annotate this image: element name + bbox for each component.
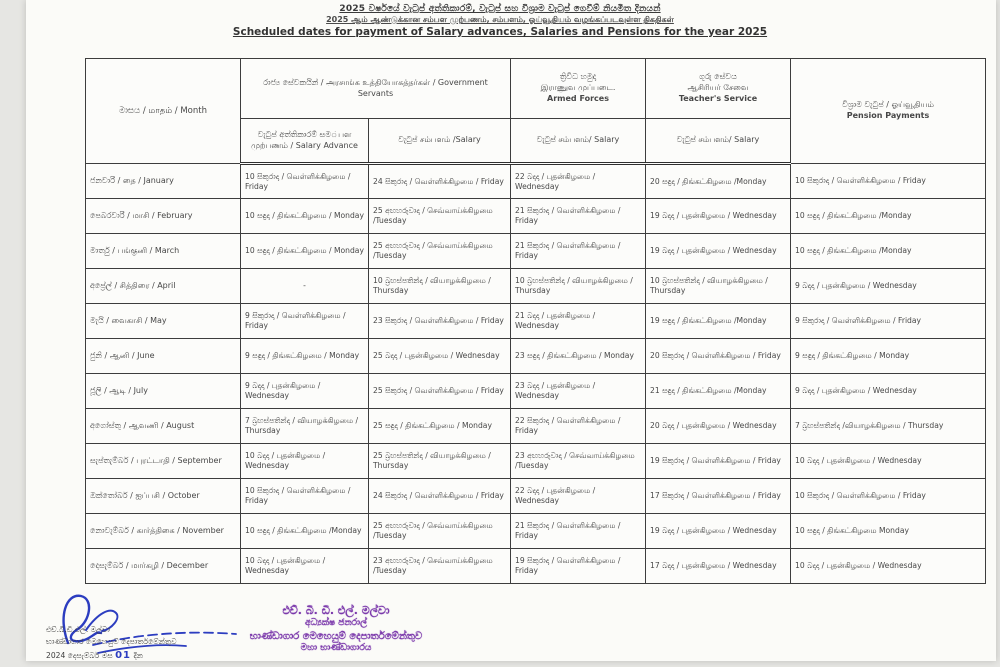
cell-pension: 10 සඳුදා / திங்கட்கிழமை Monday — [791, 514, 986, 549]
cell-salary: 25 අඟහරුවාදා / செவ்வாய்க்கிழமை /Tuesday — [369, 234, 511, 269]
cell-pension: 7 බ්‍රහස්පතින්දා /வியாழக்கிழமை / Thursday — [791, 409, 986, 444]
cell-armed: 19 සිකුරාදා / வெள்ளிக்கிழமை / Friday — [511, 549, 646, 584]
cell-month: දෙසැම්බර් / மார்கழி / December — [86, 549, 241, 584]
header-government-servants: රාජ්‍ය සේවකයින් / அரசாங்க உத்தியோகத்தர்கள் / Government Servants — [241, 59, 511, 119]
cell-teacher: 21 සඳුදා / திங்கட்கிழமை /Monday — [646, 374, 791, 409]
signatory-name: එච්.බී.ඩී.එල්. මල්වා — [46, 625, 110, 634]
cell-salary: 24 සිකුරාදා / வெள்ளிக்கிழமை / Friday — [369, 479, 511, 514]
cell-advance: 7 බ්‍රහස්පතින්දා / வியாழக்கிழமை / Thursday — [241, 409, 369, 444]
cell-advance: 10 සඳුදා / திங்கட்கிழமை / Monday — [241, 199, 369, 234]
cell-advance: 10 සඳුදා / திங்கட்கிழமை /Monday — [241, 514, 369, 549]
cell-advance: - — [241, 269, 369, 304]
cell-teacher: 19 බදාදා / புதன்கிழமை / Wednesday — [646, 199, 791, 234]
table-row — [86, 164, 986, 199]
table-row — [86, 339, 986, 374]
cell-advance: 10 බදාදා / புதன்கிழமை / Wednesday — [241, 444, 369, 479]
cell-armed: 22 සිකුරාදා / வெள்ளிக்கிழமை / Friday — [511, 409, 646, 444]
cell-armed: 23 බදාදා / புதன்கிழமை / Wednesday — [511, 374, 646, 409]
cell-teacher: 20 බදාදා / புதன்கிழமை / Wednesday — [646, 409, 791, 444]
stamp-department: භාණ්ඩාගාර මෙහෙයුම් දෙපාර්තමේන්තුව — [249, 630, 423, 642]
cell-pension: 10 සඳුදා / திங்கட்கிழமை /Monday — [791, 199, 986, 234]
cell-advance: 10 සඳුදා / திங்கட்கிழமை / Monday — [241, 234, 369, 269]
cell-teacher: 19 සිකුරාදා / வெள்ளிக்கிழமை / Friday — [646, 444, 791, 479]
cell-pension: 10 බදාදා / புதன்கிழமை / Wednesday — [791, 549, 986, 584]
cell-teacher: 19 සඳුදා / திங்கட்கிழமை /Monday — [646, 304, 791, 339]
table-row — [86, 234, 986, 269]
stamp-title: අධ්‍යක්ෂ ජනරාල් — [305, 618, 367, 629]
title-tamil: 2025 ஆம் ஆண்டுக்கான சம்பள முற்பணம், சம்பளம், ஓய்வூதியம் வழங்கப்படவுள்ள திகதிகள் — [326, 15, 674, 24]
cell-pension: 10 සඳුදා / திங்கட்கிழமை /Monday — [791, 234, 986, 269]
cell-month: මාර්තු / பங்குனி / March — [86, 234, 241, 269]
cell-pension: 9 සඳුදා / திங்கட்கிழமை / Monday — [791, 339, 986, 374]
subheader-salary-advance: වැටුප් අත්තිකාරම් සම்பள முற்பணம் / Salary Advance — [241, 119, 369, 164]
cell-armed: 10 බ්‍රහස්පතින්දා / வியாழக்கிழமை / Thursday — [511, 269, 646, 304]
table-row — [86, 479, 986, 514]
cell-armed: 23 අඟහරුවාදා / செவ்வாய்க்கிழமை /Tuesday — [511, 444, 646, 479]
cell-month: අගෝස්තු / ஆவணி / August — [86, 409, 241, 444]
date-prefix: 2024 දෙසැම්බර් මස — [46, 650, 113, 660]
cell-month: ජනවාරි / தை / January — [86, 164, 241, 199]
cell-month: ඔක්තෝබර් / ஐப்பசி / October — [86, 479, 241, 514]
cell-month: ජුනි / ஆனி / June — [86, 339, 241, 374]
cell-armed: 21 බදාදා / புதன்கிழமை / Wednesday — [511, 304, 646, 339]
cell-salary: 23 අඟහරුවාදා / செவ்வாய்க்கிழமை /Tuesday — [369, 549, 511, 584]
cell-pension: 10 සිකුරාදා / வெள்ளிக்கிழமை / Friday — [791, 164, 986, 199]
cell-armed: 21 සිකුරාදා / வெள்ளிக்கிழமை / Friday — [511, 199, 646, 234]
cell-salary: 25 අඟහරුවාදා / செவ்வாய்க்கிழமை /Tuesday — [369, 199, 511, 234]
cell-salary: 25 සිකුරාදා / வெள்ளிக்கிழமை / Friday — [369, 374, 511, 409]
table-row — [86, 444, 986, 479]
cell-salary: 25 සඳුදා / திங்கட்கிழமை / Monday — [369, 409, 511, 444]
table-row — [86, 549, 986, 584]
date-suffix: දින — [133, 650, 143, 660]
armed-forces-english: Armed Forces — [547, 93, 609, 103]
cell-pension: 9 බදාදා / புதன்கிழமை / Wednesday — [791, 374, 986, 409]
cell-month: මැයි / வைகாசி / May — [86, 304, 241, 339]
table-row — [86, 409, 986, 444]
pension-payments-line1: විශ්‍රාම වැටුප් / ஓய்வூதியம் — [842, 100, 934, 110]
cell-advance: 9 බදාදා / புதன்கிழமை / Wednesday — [241, 374, 369, 409]
payment-schedule-table — [85, 58, 986, 584]
cell-salary: 25 බදාදා / புதன்கிழமை / Wednesday — [369, 339, 511, 374]
cell-advance: 9 සඳුදා / திங்கட்கிழமை / Monday — [241, 339, 369, 374]
header-armed-forces — [511, 59, 646, 119]
cell-advance: 9 සිකුරාදා / வெள்ளிக்கிழமை / Friday — [241, 304, 369, 339]
table-row — [86, 374, 986, 409]
cell-month: නොවැම්බර් / கார்த்திகை / November — [86, 514, 241, 549]
header-month: මාසය / மாதம் / Month — [86, 59, 241, 164]
cell-month: අප්‍රේල් / சித்திரை / April — [86, 269, 241, 304]
title-sinhala: 2025 වර්ෂයේ වැටුප් අත්තිකාරම්, වැටුප් සහ විශ්‍රාම වැටුප් ගෙවීම් නියමිත දිනයන් — [339, 4, 661, 14]
cell-armed: 21 සිකුරාදා / வெள்ளிக்கிழமை / Friday — [511, 514, 646, 549]
armed-forces-tamil: இராணுவ முப்படை. — [540, 83, 616, 93]
cell-salary: 23 සිකුරාදා / வெள்ளிக்கிழமை / Friday — [369, 304, 511, 339]
signatory-department: භාණ්ඩාගාර මෙහෙයුම් දෙපාර්තමේන්තුව — [46, 636, 177, 646]
teachers-service-sinhala: ගුරු සේවය — [699, 72, 737, 82]
schedule-body — [86, 164, 986, 584]
cell-armed: 22 බදාදා / புதன்கிழமை / Wednesday — [511, 164, 646, 199]
table-row — [86, 199, 986, 234]
cell-advance: 10 සිකුරාදා / வெள்ளிக்கிழமை / Friday — [241, 479, 369, 514]
table-row — [86, 514, 986, 549]
cell-month: ජූලි / ஆடி / July — [86, 374, 241, 409]
cell-pension: 9 බදාදා / புதன்கிழமை / Wednesday — [791, 269, 986, 304]
teachers-service-tamil: ஆசிரியர் சேவை — [687, 83, 749, 93]
cell-armed: 22 බදාදා / புதன்கிழமை / Wednesday — [511, 479, 646, 514]
cell-teacher: 19 බදාදා / புதன்கிழமை / Wednesday — [646, 514, 791, 549]
cell-teacher: 20 සිකුරාදා / வெள்ளிக்கிழமை / Friday — [646, 339, 791, 374]
table-row — [86, 269, 986, 304]
table-row — [86, 304, 986, 339]
cell-salary: 25 අඟහරුවාදා / செவ்வாய்க்கிழமை /Tuesday — [369, 514, 511, 549]
teachers-service-english: Teacher's Service — [678, 93, 758, 103]
cell-salary: 10 බ්‍රහස්පතින්දා / வியாழக்கிழமை / Thursday — [369, 269, 511, 304]
cell-salary: 25 බ්‍රහස්පතින්දා / வியாழக்கிழமை / Thursday — [369, 444, 511, 479]
cell-teacher: 19 බදාදා / புதன்கிழமை / Wednesday — [646, 234, 791, 269]
cell-month: සැප්තැම්බර් / புரட்டாதி / September — [86, 444, 241, 479]
pension-payments-line2: Pension Payments — [846, 111, 930, 120]
subheader-teacher-salary: වැටුප් சம்பளம்/ Salary — [646, 119, 791, 164]
title-english: Scheduled dates for payment of Salary advances, Salaries and Pensions for the year 2025 — [232, 26, 768, 38]
document-title-block — [0, 4, 1000, 39]
subheader-armed-salary: වැටුප් சம்பளம்/ Salary — [511, 119, 646, 164]
cell-pension: 10 සිකුරාදා / வெள்ளிக்கிழமை / Friday — [791, 479, 986, 514]
stamp-name: එච්. බී. ඩී. එල්. මල්වා — [282, 604, 390, 617]
cell-teacher: 17 සිකුරාදා / வெள்ளிக்கிழமை / Friday — [646, 479, 791, 514]
cell-armed: 21 සිකුරාදා / வெள்ளிக்கிழமை / Friday — [511, 234, 646, 269]
cell-teacher: 17 බදාදා / புதன்கிழமை / Wednesday — [646, 549, 791, 584]
header-pension-payments — [791, 59, 986, 164]
cell-armed: 23 සඳුදා / திங்கட்கிழமை / Monday — [511, 339, 646, 374]
cell-advance: 10 බදාදා / புதன்கிழமை / Wednesday — [241, 549, 369, 584]
cell-pension: 10 බදාදා / புதன்கிழமை / Wednesday — [791, 444, 986, 479]
stamp-organisation: මහා භාණ්ඩාගාරය — [300, 642, 372, 653]
cell-teacher: 20 සඳුදා / திங்கட்கிழமை /Monday — [646, 164, 791, 199]
official-stamp — [186, 604, 486, 655]
armed-forces-sinhala: ත්‍රිවිධ හමුදා — [559, 72, 597, 82]
cell-teacher: 10 බ්‍රහස්පතින්දා / வியாழக்கிழமை / Thursday — [646, 269, 791, 304]
cell-salary: 24 සිකුරාදා / வெள்ளிக்கிழமை / Friday — [369, 164, 511, 199]
handwritten-date: 01 — [115, 649, 132, 661]
cell-advance: 10 සිකුරාදා / வெள்ளிக்கிழமை / Friday — [241, 164, 369, 199]
cell-month: පෙබරවාරි / மாசி / February — [86, 199, 241, 234]
subheader-salary: වැටුප් சம்பளம் /Salary — [369, 119, 511, 164]
cell-pension: 9 සිකුරාදා / வெள்ளிக்கிழமை / Friday — [791, 304, 986, 339]
header-teachers-service — [646, 59, 791, 119]
